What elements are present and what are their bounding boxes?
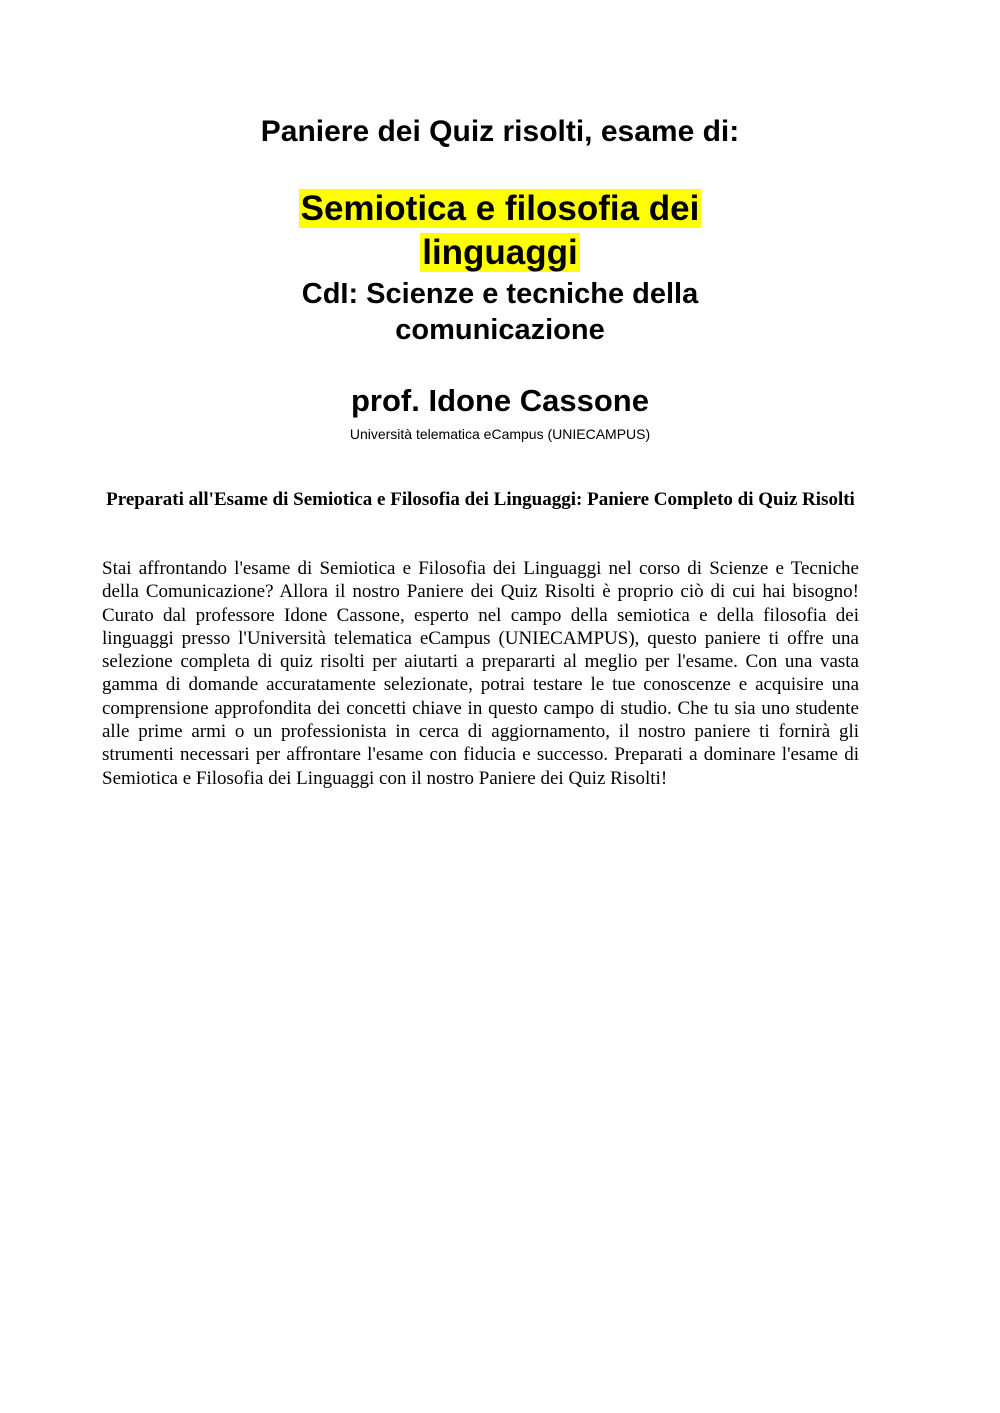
section-title: Preparati all'Esame di Semiotica e Filosofia dei Linguaggi: Paniere Completo di Quiz Risolti [106,489,855,510]
subject-title-line-1 [0,187,1000,230]
subject-title-highlight-1: Semiotica e filosofia dei [300,189,700,228]
course-line-2: comunicazione [395,314,605,346]
professor-name: prof. Idone Cassone [351,383,649,418]
subject-title-line-2 [0,231,1000,274]
course-line-1: CdI: Scienze e tecniche della [301,278,699,310]
university-name: Università telematica eCampus (UNIECAMPUS) [349,426,651,442]
body-paragraph: Stai affrontando l'esame di Semiotica e Filosofia dei Linguaggi nel corso di Scienze e Tecniche della Comunicazione? Allora il nostro Paniere dei Quiz Risolti è proprio ciò di cui hai bisogno! Curato dal professore Idone Cassone, esperto nel campo della semiotica e della filosofia dei linguaggi presso l'Università telematica eCampus (UNIECAMPUS), questo paniere ti offre una selezione completa di quiz risolti per aiutarti a prepararti al meglio per l'esame. Con una vasta gamma di domande accuratamente selezionate, potrai testare le tue conoscenze e acquisire una comprensione approfondita dei concetti chiave in questo campo di studio. Che tu sia uno studente alle prime armi o un professionista in cerca di aggiornamento, il nostro paniere ti fornirà gli strumenti necessari per affrontare l'esame con fiducia e successo. Preparati a dominare l'esame di Semiotica e Filosofia dei Linguaggi con il nostro Paniere dei Quiz Risolti! [102,558,859,789]
subject-title-highlight-2: linguaggi [422,233,578,272]
pre-title: Paniere dei Quiz risolti, esame di: [260,115,740,148]
